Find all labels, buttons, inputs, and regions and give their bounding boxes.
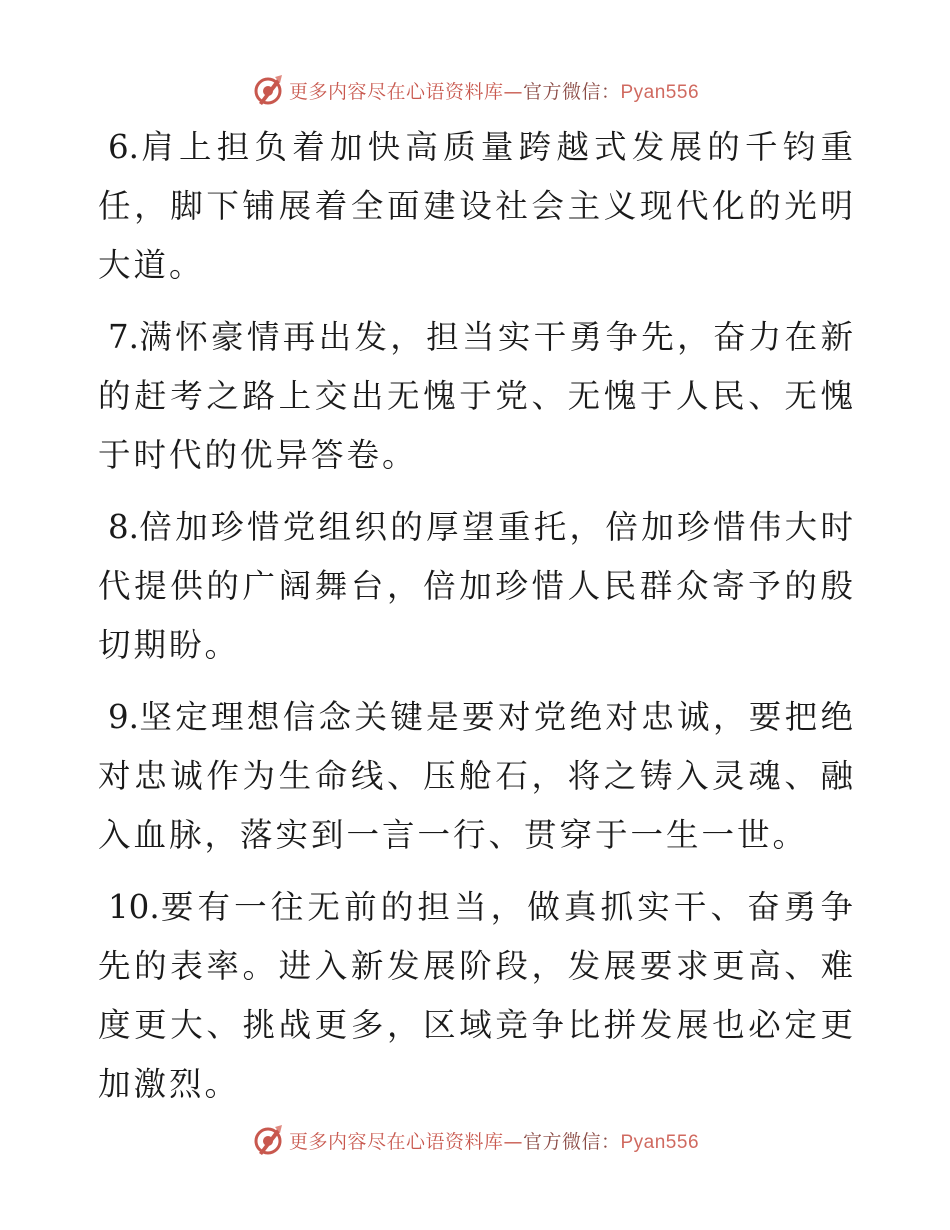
item-text: 满怀豪情再出发，担当实干勇争先，奋力在新的赶考之路上交出无愧于党、无愧于人民、无愧于时代的优异答卷。	[98, 318, 856, 474]
banner-text	[289, 1127, 699, 1154]
item-text: 肩上担负着加快高质量跨越式发展的千钧重任，脚下铺展着全面建设社会主义现代化的光明大道。	[98, 128, 856, 284]
banner-text	[289, 77, 699, 104]
banner-wechat-id: Pyan556	[620, 1131, 700, 1153]
item-text: 倍加珍惜党组织的厚望重托，倍加珍惜伟大时代提供的广阔舞台，倍加珍惜人民群众寄予的殷切期盼。	[98, 508, 856, 664]
list-item	[98, 688, 856, 865]
banner-dash: —	[503, 1130, 523, 1153]
banner-wechat-id: Pyan556	[620, 81, 700, 103]
quill-logo-icon	[251, 1123, 285, 1157]
banner-prefix: 更多内容尽在心语资料库	[288, 1130, 504, 1153]
item-number: 6.	[108, 128, 140, 166]
banner-prefix: 更多内容尽在心语资料库	[288, 80, 504, 103]
list-item	[98, 118, 856, 295]
list-item	[98, 878, 856, 1114]
list-item	[98, 308, 856, 485]
footer-banner	[0, 1120, 950, 1160]
banner-label: 官方微信：	[522, 80, 621, 103]
document-body	[98, 118, 856, 1127]
quill-logo-icon	[251, 73, 285, 107]
header-banner	[0, 70, 950, 110]
item-number: 8.	[108, 508, 140, 546]
banner-dash: —	[503, 80, 523, 103]
list-item	[98, 498, 856, 675]
banner-label: 官方微信：	[522, 1130, 621, 1153]
item-number: 10.	[108, 888, 160, 926]
item-text: 要有一往无前的担当，做真抓实干、奋勇争先的表率。进入新发展阶段，发展要求更高、难度更大、挑战更多，区域竞争比拼发展也必定更加激烈。	[98, 888, 856, 1103]
item-number: 9.	[108, 698, 140, 736]
item-text: 坚定理想信念关键是要对党绝对忠诚，要把绝对忠诚作为生命线、压舱石，将之铸入灵魂、融入血脉，落实到一言一行、贯穿于一生一世。	[98, 698, 856, 854]
item-number: 7.	[108, 318, 140, 356]
